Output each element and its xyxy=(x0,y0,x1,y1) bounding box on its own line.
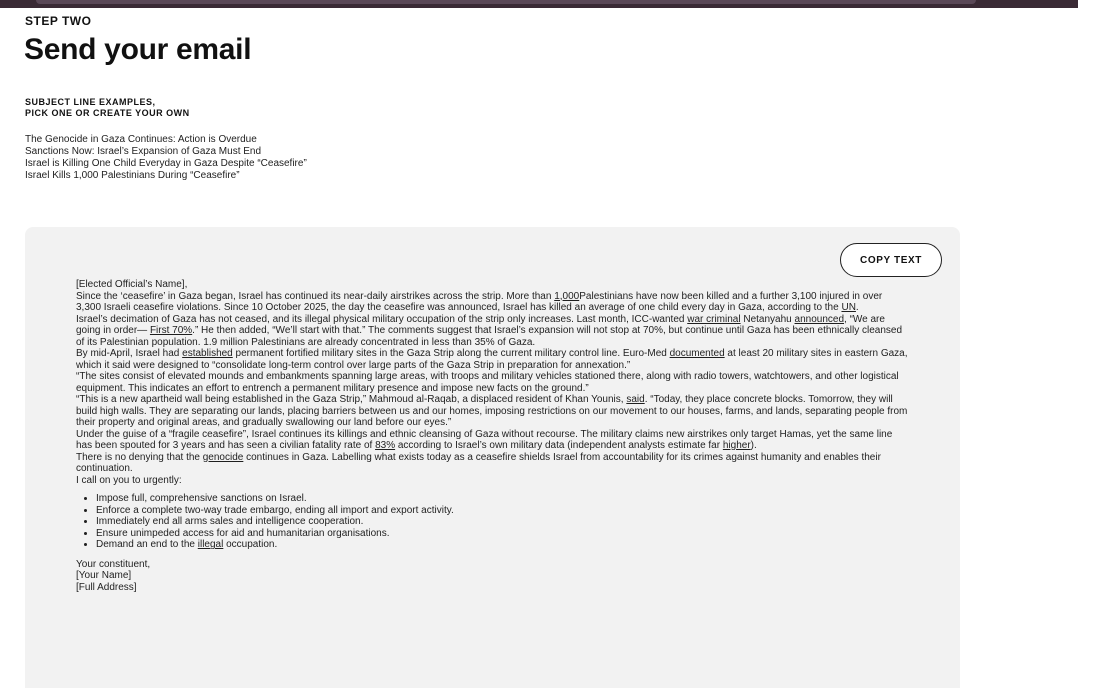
email-paragraph-4: “The sites consist of elevated mounds and embankments spanning large areas, with troops and military vehicles stationed there, along with radio towers, watchtowers, and other logistical equipment. This indicates an effort to entrench a permanent military presence and impose new facts on the ground.” xyxy=(76,371,899,394)
name-placeholder: [Your Name] xyxy=(76,570,132,582)
text-run: Demand an end to the xyxy=(96,539,198,551)
text-run: Under the guise of a “fragile ceasefire”, Israel continues its killings and ethnic cleansing of Gaza without recourse. The military claims new airstrikes only target Hamas, yet the same line has been spouted for 3 years and has seen a civilian fatality rate of xyxy=(76,428,893,451)
demand-item: • Immediately end all arms sales and intelligence cooperation. xyxy=(96,516,908,528)
demand-item: • Enforce a complete two-way trade embargo, ending all import and export activity. xyxy=(96,505,908,517)
text-run: permanent fortified military sites in the Gaza Strip along the current military control line. Euro-Med xyxy=(232,348,670,359)
text-run: Since the ‘ceasefire’ in Gaza began, Israel has continued its near-daily airstrikes across the strip. More than xyxy=(76,290,555,302)
email-paragraph-5 xyxy=(76,394,908,429)
text-run: By mid-April, Israel had xyxy=(76,348,183,359)
text-run: according to Israel’s own military data (independent analysts estimate far xyxy=(395,440,723,451)
email-paragraph-7 xyxy=(76,452,908,475)
text-run: at least 20 military sites in eastern Gaza, which it said were designed to “consolidate long-term control over large parts of the Gaza Strip in preparation for annexation.” xyxy=(76,348,908,371)
link-documented[interactable]: documented xyxy=(669,348,725,359)
subject-line-option: Israel Kills 1,000 Palestinians During “Ceasefire” xyxy=(25,170,240,181)
demand-item: • Ensure unimpeded access for aid and humanitarian organisations. xyxy=(96,528,908,540)
email-template-card xyxy=(25,227,960,688)
email-paragraph-3 xyxy=(76,348,908,371)
demand-item: • Impose full, comprehensive sanctions on Israel. xyxy=(96,493,908,505)
demands-list xyxy=(76,493,908,551)
email-call-to-action: I call on you to urgently: xyxy=(76,474,182,486)
text-run: occupation. xyxy=(223,539,278,551)
link-un[interactable]: UN xyxy=(841,302,856,313)
subject-line-option: Israel is Killing One Child Everyday in Gaza Despite “Ceasefire” xyxy=(25,158,307,169)
subject-heading-line-2: PICK ONE OR CREATE YOUR OWN xyxy=(25,108,190,118)
text-run: .” He then added, “We’ll start with that.” The comments suggest that Israel’s expansion will not stop at 70%, but continue until Gaza has been ethnically cleansed of its Palestinian population. 1.9 million Palestinians are already concentrated in less than 35% of Gaza. xyxy=(76,325,903,348)
email-paragraph-6 xyxy=(76,429,908,452)
subject-line-option: Sanctions Now: Israel’s Expansion of Gaza Must End xyxy=(25,146,262,157)
text-run: Palestinians have now been killed and a further 3,100 injured in over 3,300 Israeli ceasefire violations. Since 10 October 2025, the day the ceasefire was announced, Israel has killed an average of one child every day in Gaza, according to the xyxy=(76,290,883,313)
email-paragraph-1 xyxy=(76,291,908,314)
text-run: Israel’s decimation of Gaza has not ceased, and its illegal physical military occupation of the strip only increases. Last month, ICC-wanted xyxy=(76,313,688,325)
link-first-70[interactable]: First 70% xyxy=(149,325,193,336)
email-body xyxy=(76,279,908,593)
browser-top-strip xyxy=(0,0,1078,8)
text-run: “This is a new apartheid wall being established in the Gaza Strip,” Mahmoud al-Raqab, a displaced resident of Khan Younis, xyxy=(76,394,627,405)
email-salutation: [Elected Official’s Name], xyxy=(76,279,188,290)
link-83-percent[interactable]: 83% xyxy=(375,440,396,451)
copy-text-button[interactable]: COPY TEXT xyxy=(840,243,942,277)
link-announced[interactable]: announced xyxy=(794,313,845,325)
email-signoff: Your constituent, xyxy=(76,558,151,570)
text-run: . “Today, they place concrete blocks. Tomorrow, they will build high walls. They are separating our lands, placing barriers between us and our homes, imposing restrictions on our movement to our houses, farms, and lands, separating people from their property and original areas, and gradually swallowing our land before our eyes.” xyxy=(76,394,908,428)
right-margin xyxy=(1078,0,1116,688)
link-established[interactable]: established xyxy=(182,348,233,359)
step-label: STEP TWO xyxy=(25,14,92,28)
subject-heading xyxy=(25,97,190,119)
subject-line-option: The Genocide in Gaza Continues: Action is Overdue xyxy=(25,134,257,145)
demand-item xyxy=(96,539,908,551)
link-higher[interactable]: higher xyxy=(722,440,751,451)
text-run: ). xyxy=(750,440,757,451)
subject-line-list xyxy=(25,134,307,182)
top-bar-inner xyxy=(36,0,976,4)
link-war-criminal[interactable]: war criminal xyxy=(687,313,741,325)
subject-heading-line-1: SUBJECT LINE EXAMPLES, xyxy=(25,97,156,107)
text-run: , “We are going in order— xyxy=(76,313,885,336)
email-paragraph-2 xyxy=(76,314,908,349)
link-1000-killed[interactable]: 1,000 xyxy=(554,290,580,302)
page-title: Send your email xyxy=(24,33,252,66)
text-run: Netanyahu xyxy=(740,313,795,325)
text-run: . xyxy=(855,302,859,313)
link-said[interactable]: said xyxy=(626,394,645,405)
text-run: There is no denying that the xyxy=(76,451,203,463)
link-genocide[interactable]: genocide xyxy=(202,451,244,463)
link-illegal[interactable]: illegal xyxy=(197,539,224,551)
address-placeholder: [Full Address] xyxy=(76,581,137,593)
text-run: continues in Gaza. Labelling what exists today as a ceasefire shields Israel from accountability for its crimes against humanity and enables their continuation. xyxy=(76,451,881,474)
